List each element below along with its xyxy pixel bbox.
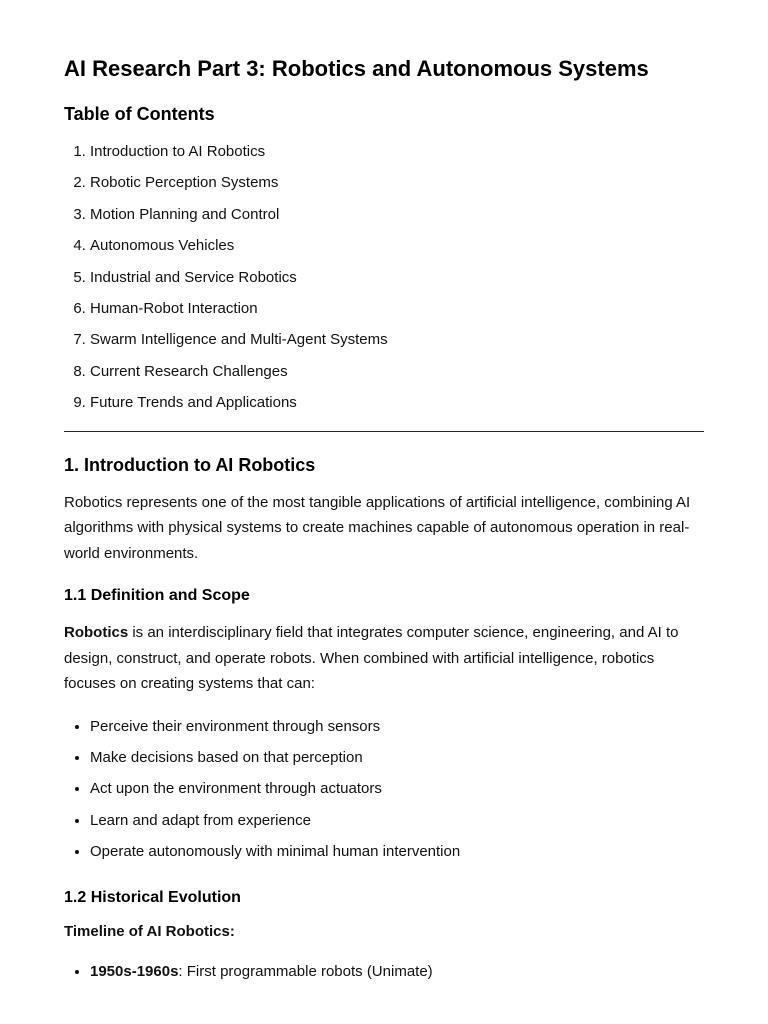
definition-text: is an interdisciplinary field that integrates computer science, engineering, and AI to design, construct, and operate robots. When combined with artificial intelligence, robotics focuses on creating systems that can: <box>64 624 679 693</box>
definition-term: Robotics <box>64 624 129 642</box>
toc-item-label[interactable]: Motion Planning and Control <box>90 205 280 223</box>
timeline-label: Timeline of AI Robotics: <box>64 922 235 940</box>
list-item <box>90 742 704 773</box>
toc-item-label[interactable]: Future Trends and Applications <box>90 394 297 412</box>
toc-item[interactable] <box>90 262 704 293</box>
toc-item-label[interactable]: Introduction to AI Robotics <box>90 143 266 160</box>
section-heading: 1. Introduction to AI Robotics <box>64 454 316 475</box>
list-item <box>90 805 704 836</box>
toc-item-label[interactable]: Human-Robot Interaction <box>90 300 258 318</box>
toc-item-label[interactable]: Autonomous Vehicles <box>90 237 235 255</box>
toc-item-label[interactable]: Current Research Challenges <box>90 362 288 380</box>
list-item-text: Make decisions based on that perception <box>90 749 363 767</box>
table-of-contents <box>64 136 704 419</box>
toc-item[interactable] <box>90 387 704 418</box>
intro-paragraph: Robotics represents one of the most tangible applications of artificial intelligence, combining AI algorithms with physical systems to create machines capable of autonomous operation in real-world environments. <box>64 493 691 562</box>
list-item <box>90 773 704 804</box>
toc-heading: Table of Contents <box>64 104 215 124</box>
toc-item-label[interactable]: Robotic Perception Systems <box>90 174 279 192</box>
document-title: AI Research Part 3: Robotics and Autonomous Systems <box>64 56 649 81</box>
toc-item[interactable] <box>90 356 704 387</box>
list-item <box>90 836 704 867</box>
timeline-item <box>90 956 704 987</box>
toc-item[interactable] <box>90 136 704 167</box>
capabilities-list <box>64 711 704 868</box>
list-item-text: Perceive their environment through sensors <box>90 717 381 735</box>
toc-item[interactable] <box>90 199 704 230</box>
timeline-period: 1950s-1960s <box>90 962 179 980</box>
toc-item[interactable] <box>90 230 704 261</box>
list-item <box>90 711 704 742</box>
timeline-text: : First programmable robots (Unimate) <box>178 962 433 980</box>
toc-item[interactable] <box>90 324 704 355</box>
toc-item[interactable] <box>90 167 704 198</box>
list-item-text: Operate autonomously with minimal human intervention <box>90 843 461 861</box>
definition-paragraph <box>64 620 704 697</box>
list-item-text: Act upon the environment through actuators <box>90 780 382 798</box>
subsection-heading: 1.1 Definition and Scope <box>64 587 250 605</box>
toc-item-label[interactable]: Swarm Intelligence and Multi-Agent Systems <box>90 331 388 349</box>
timeline-list <box>64 956 704 987</box>
toc-item[interactable] <box>90 293 704 324</box>
section-divider <box>64 431 704 432</box>
subsection-heading: 1.2 Historical Evolution <box>64 888 241 906</box>
list-item-text: Learn and adapt from experience <box>90 811 311 829</box>
toc-item-label[interactable]: Industrial and Service Robotics <box>90 268 297 286</box>
